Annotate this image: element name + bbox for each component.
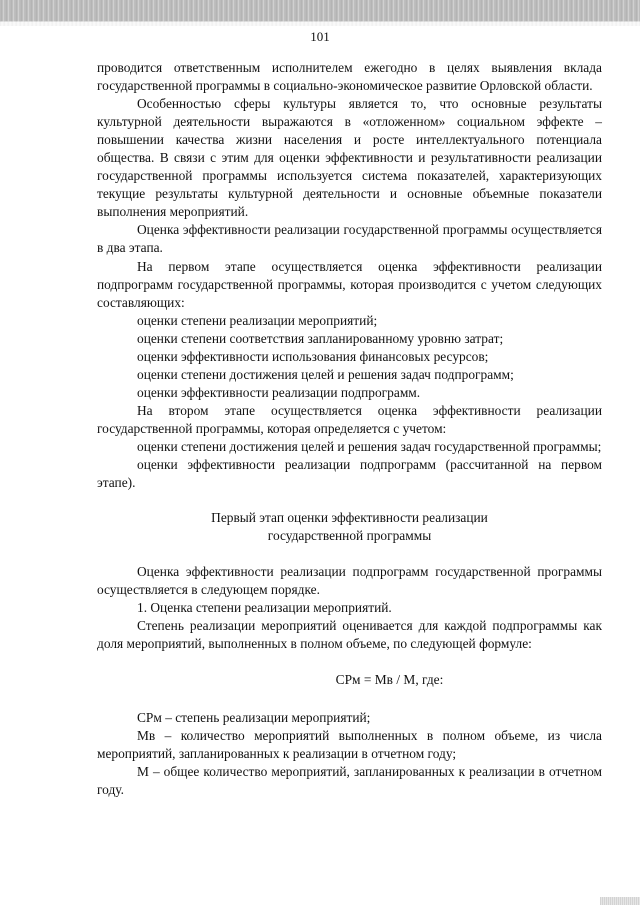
paragraph: Оценка эффективности реализации подпрограмм государственной программы осуществляется в следующем порядке. (97, 564, 602, 598)
list-item: оценки эффективности использования финансовых ресурсов; (137, 348, 489, 364)
list-item: оценки эффективности реализации подпрограмм (рассчитанной на первом этапе). (97, 457, 602, 491)
definition: СРм – степень реализации мероприятий; (137, 709, 371, 725)
list-item: оценки эффективности реализации подпрограмм. (137, 384, 421, 400)
list-item: оценки степени реализации мероприятий; (137, 312, 378, 328)
formula: СРм = Мв / М, где: (335, 672, 444, 688)
scan-edge-bottom (600, 897, 640, 905)
definition: Мв – количество мероприятий выполненных в полном объеме, из числа мероприятий, запланированных к реализации в отчетном году; (97, 727, 602, 761)
section-heading (97, 509, 602, 545)
paragraph: Оценка эффективности реализации государственной программы осуществляется в два этапа. (97, 222, 602, 256)
definition: М – общее количество мероприятий, запланированных к реализации в отчетном году. (97, 763, 602, 797)
paragraph: 1. Оценка степени реализации мероприятий. (137, 600, 392, 616)
section-heading-line: Первый этап оценки эффективности реализации (211, 510, 488, 526)
list-item: оценки степени соответствия запланированному уровню затрат; (137, 330, 504, 346)
paragraph: На первом этапе осуществляется оценка эффективности реализации подпрограмм государственной программы, которая производится с учетом следующих составляющих: (97, 258, 602, 310)
page-number: 101 (310, 29, 330, 44)
paragraph: Степень реализации мероприятий оценивается для каждой подпрограммы как доля мероприятий, выполненных в полном объеме, по следующей формуле: (97, 618, 602, 652)
paragraph: На втором этапе осуществляется оценка эффективности реализации государственной программы, которая определяется с учетом: (97, 402, 602, 436)
document-body (97, 59, 602, 799)
section-heading-line: государственной программы (267, 528, 432, 544)
list-item: оценки степени достижения целей и решения задач подпрограмм; (137, 366, 514, 382)
paragraph: проводится ответственным исполнителем ежегодно в целях выявления вклада государственной программы в социально-экономическое развитие Орловской области. (97, 60, 602, 94)
paragraph: Особенностью сферы культуры является то, что основные результаты культурной деятельности выражаются в «отложенном» социальном эффекте – повышении качества жизни населения и росте интеллектуального потенциала общества. В связи с этим для оценки эффективности и результативности реализации государственной программы используется система показателей, характеризующих текущие результаты культурной деятельности и основные объемные показатели выполнения мероприятий. (97, 96, 602, 220)
scan-edge-top (0, 0, 640, 22)
list-item: оценки степени достижения целей и решения задач государственной программы; (137, 438, 602, 454)
